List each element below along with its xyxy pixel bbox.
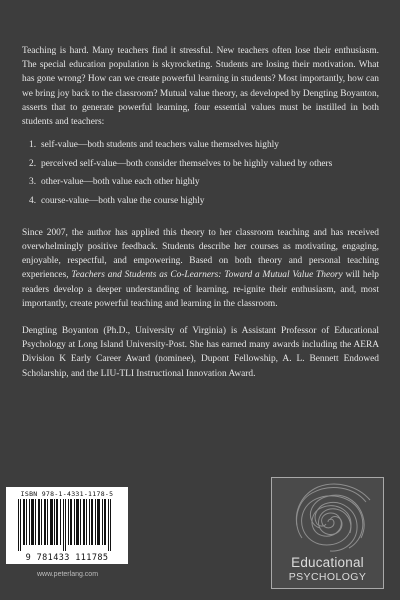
value-number: 2.	[29, 158, 37, 169]
isbn-barcode	[6, 487, 128, 564]
value-text: self-value—both students and teachers value themselves highly	[41, 140, 279, 151]
book-title: Teachers and Students as Co-Learners: Toward a Mutual Value Theory	[71, 270, 343, 281]
series-logo	[271, 477, 384, 589]
application-paragraph	[22, 226, 379, 311]
value-item	[29, 139, 379, 151]
series-name-line1: Educational	[291, 555, 364, 570]
value-number: 3.	[29, 177, 37, 188]
spiral-icon	[272, 478, 383, 554]
application-text-after: will help readers develop a deeper understanding of learning, re-ignite their enthusiasm, and, most importantly, create powerful teaching and learning in the classroom.	[22, 270, 379, 309]
value-text: other-value—both value each other highly	[41, 177, 200, 188]
value-text: course-value—both value the course highly	[41, 195, 205, 206]
barcode-icon	[16, 499, 118, 551]
value-item	[29, 195, 379, 207]
intro-paragraph: Teaching is hard. Many teachers find it stressful. New teachers often lose their enthusiasm. The special education population is skyrocketing. Students are losing their motivation. What has gone wrong? How can we create powerful learning in students? Most importantly, how can we bring joy back to the classroom? Mutual value theory, as developed by Dengting Boyanton, asserts that to generate powerful learning, four essential values must be instilled in both students and teachers:	[22, 46, 379, 128]
back-cover-copy	[22, 44, 379, 381]
mutual-value-list	[22, 139, 379, 207]
author-bio: Dengting Boyanton (Ph.D., University of Virginia) is Assistant Professor of Educational Psychology at Long Island University-Post. She has earned many awards including the AERA Division K Early Career Award (nominee), Dupont Fellowship, A. L. Bennett Endowed Scholarship, and the LIU-TLI Instructional Innovation Award.	[22, 325, 379, 379]
isbn-label: ISBN 978-1-4331-1178-5	[20, 490, 114, 498]
series-name-line2: PSYCHOLOGY	[288, 571, 367, 583]
value-item	[29, 158, 379, 170]
publisher-url: www.peterlang.com	[36, 571, 99, 578]
application-text-before: Since 2007, the author has applied this theory to her classroom teaching and has received overwhelmingly positive feedback. Students describe her courses as motivating, engaging, enjoyable, respectful, and empowering. Based on both theory and personal teaching experiences,	[22, 227, 379, 281]
value-number: 1.	[29, 140, 37, 151]
value-item	[29, 176, 379, 188]
value-number: 4.	[29, 195, 37, 206]
value-text: perceived self-value—both consider themselves to be highly valued by others	[41, 158, 333, 169]
barcode-digits: 9 781433 111785	[25, 553, 109, 563]
